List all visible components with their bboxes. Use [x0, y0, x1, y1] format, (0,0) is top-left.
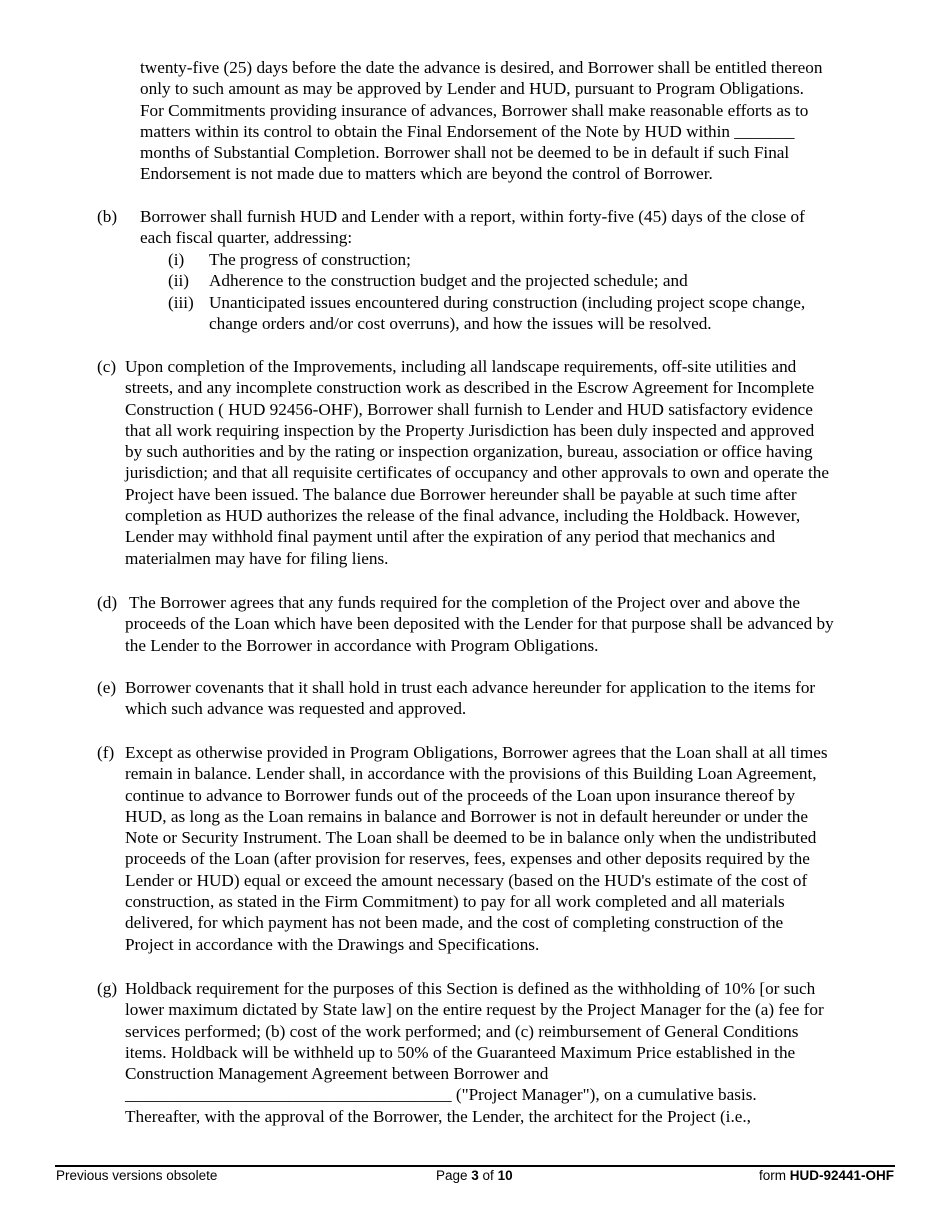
text-line: The progress of construction; [209, 250, 411, 269]
form-number: HUD-92441-OHF [789, 1168, 894, 1183]
item-iii-label: (iii) [168, 293, 194, 312]
text-line: Project in accordance with the Drawings and Specifications. [125, 934, 540, 954]
text-line: completion as HUD authorizes the release of the final advance, including the Holdback. However, [125, 506, 801, 526]
item-i-text [209, 249, 411, 270]
footer-obsolete-note: Previous versions obsolete [56, 1168, 218, 1183]
text-line: For Commitments providing insurance of advances, Borrower shall make reasonable efforts as to [140, 100, 809, 120]
text-line: that all work requiring inspection by the Property Jurisdiction has been duly inspected and approved [125, 420, 815, 440]
text-line: delivered, for which payment has not been made, and the cost of completing construction of the [125, 913, 784, 933]
text-line: proceeds of the Loan (after provision for reserves, fees, expenses and other deposits required by the [125, 849, 810, 869]
form-prefix: form [758, 1168, 790, 1183]
text-line: only to such amount as may be approved by Lender and HUD, pursuant to Program Obligations. [140, 79, 804, 99]
text-line: Upon completion of the Improvements, including all landscape requirements, off-site utilities and [125, 357, 797, 376]
text-line: Adherence to the construction budget and the projected schedule; and [209, 271, 688, 290]
text-line: change orders and/or cost overruns), and how the issues will be resolved. [209, 314, 712, 334]
item-iii-text [209, 292, 805, 335]
page-of: of [478, 1168, 498, 1183]
item-ii-text [209, 270, 688, 291]
page-prefix: Page [436, 1168, 472, 1183]
text-line: continue to advance to Borrower funds out of the proceeds of the Loan upon insurance thereof by [125, 785, 796, 805]
text-line: The Borrower agrees that any funds required for the completion of the Project over and above the [125, 593, 801, 612]
item-i-label: (i) [168, 250, 185, 269]
text-line: lower maximum dictated by State law] on the entire request by the Project Manager for the (a) fee for [125, 1000, 824, 1020]
footer-rule [55, 1165, 895, 1167]
section-b-paragraph [140, 206, 805, 249]
text-line: Unanticipated issues encountered during construction (including project scope change, [209, 293, 806, 312]
text-line: Borrower shall furnish HUD and Lender with a report, within forty-five (45) days of the close of [140, 207, 805, 226]
text-line: Endorsement is not made due to matters which are beyond the control of Borrower. [140, 164, 713, 184]
footer-page-number [436, 1168, 513, 1184]
section-g-paragraph [125, 978, 824, 1127]
page-current: 3 [471, 1168, 479, 1183]
text-line: matters within its control to obtain the Final Endorsement of the Note by HUD within _______ [140, 121, 795, 141]
project-manager-blank-line: ______________________________________ ("Project Manager"), on a cumulative basis. [125, 1085, 757, 1105]
section-f-label: (f) [97, 743, 115, 762]
section-c-label: (c) [97, 357, 117, 376]
page-total: 10 [497, 1168, 513, 1183]
text-line: months of Substantial Completion. Borrower shall not be deemed to be in default if such Final [140, 143, 790, 163]
section-e-paragraph [125, 677, 815, 720]
text-line: HUD, as long as the Loan remains in balance and Borrower is not in default hereunder or under the [125, 806, 808, 826]
section-c-paragraph [125, 356, 829, 569]
text-line: remain in balance. Lender shall, in accordance with the provisions of this Building Loan Agreement, [125, 764, 817, 784]
text-line: Except as otherwise provided in Program Obligations, Borrower agrees that the Loan shall at all times [125, 743, 828, 762]
text-line: construction, as stated in the Firm Commitment) to pay for all work completed and all materials [125, 892, 785, 912]
text-line: streets, and any incomplete construction work as described in the Escrow Agreement for Incomplete [125, 378, 815, 398]
item-ii-label: (ii) [168, 271, 189, 290]
text-line: the Lender to the Borrower in accordance with Program Obligations. [125, 635, 599, 655]
text-line: Borrower covenants that it shall hold in trust each advance hereunder for application to the items for [125, 678, 816, 697]
text-line: Lender or HUD) equal or exceed the amount necessary (based on the HUD's estimate of the cost of [125, 870, 808, 890]
section-e-label: (e) [97, 678, 117, 697]
text-line: services performed; (b) cost of the work performed; and (c) reimbursement of General Conditions [125, 1021, 799, 1041]
text-line: twenty-five (25) days before the date the advance is desired, and Borrower shall be entitled thereon [140, 58, 823, 77]
text-line: by such authorities and by the rating or inspection organization, bureau, association or office having [125, 442, 813, 462]
text-line: which such advance was requested and approved. [125, 699, 467, 719]
intro-paragraph [140, 57, 822, 185]
text-line: Construction Management Agreement between Borrower and [125, 1064, 549, 1084]
text-line: Note or Security Instrument. The Loan shall be deemed to be in balance only when the undistributed [125, 828, 817, 848]
text-line: jurisdiction; and that all requisite certificates of occupancy and other approvals to own and operate the [125, 463, 829, 483]
footer-form-number [759, 1168, 894, 1184]
section-f-paragraph [125, 742, 828, 955]
text-line: Project have been issued. The balance due Borrower hereunder shall be payable at such time after [125, 484, 797, 504]
text-line: items. Holdback will be withheld up to 50% of the Guaranteed Maximum Price established in the [125, 1042, 796, 1062]
text-line: proceeds of the Loan which have been deposited with the Lender for that purpose shall be advanced by [125, 614, 834, 634]
section-d-label: (d) [97, 593, 118, 612]
section-b-label: (b) [97, 207, 118, 226]
text-line: each fiscal quarter, addressing: [140, 228, 353, 248]
text-line: materialmen may have for filing liens. [125, 548, 389, 568]
section-g-label: (g) [97, 979, 118, 998]
text-line: Thereafter, with the approval of the Borrower, the Lender, the architect for the Project (i.e., [125, 1106, 751, 1126]
section-d-paragraph [125, 592, 834, 656]
text-line: Holdback requirement for the purposes of this Section is defined as the withholding of 10% [or such [125, 979, 816, 998]
text-line: Lender may withhold final payment until after the expiration of any period that mechanics and [125, 527, 776, 547]
text-line: Construction ( HUD 92456-OHF), Borrower shall furnish to Lender and HUD satisfactory evidence [125, 399, 813, 419]
